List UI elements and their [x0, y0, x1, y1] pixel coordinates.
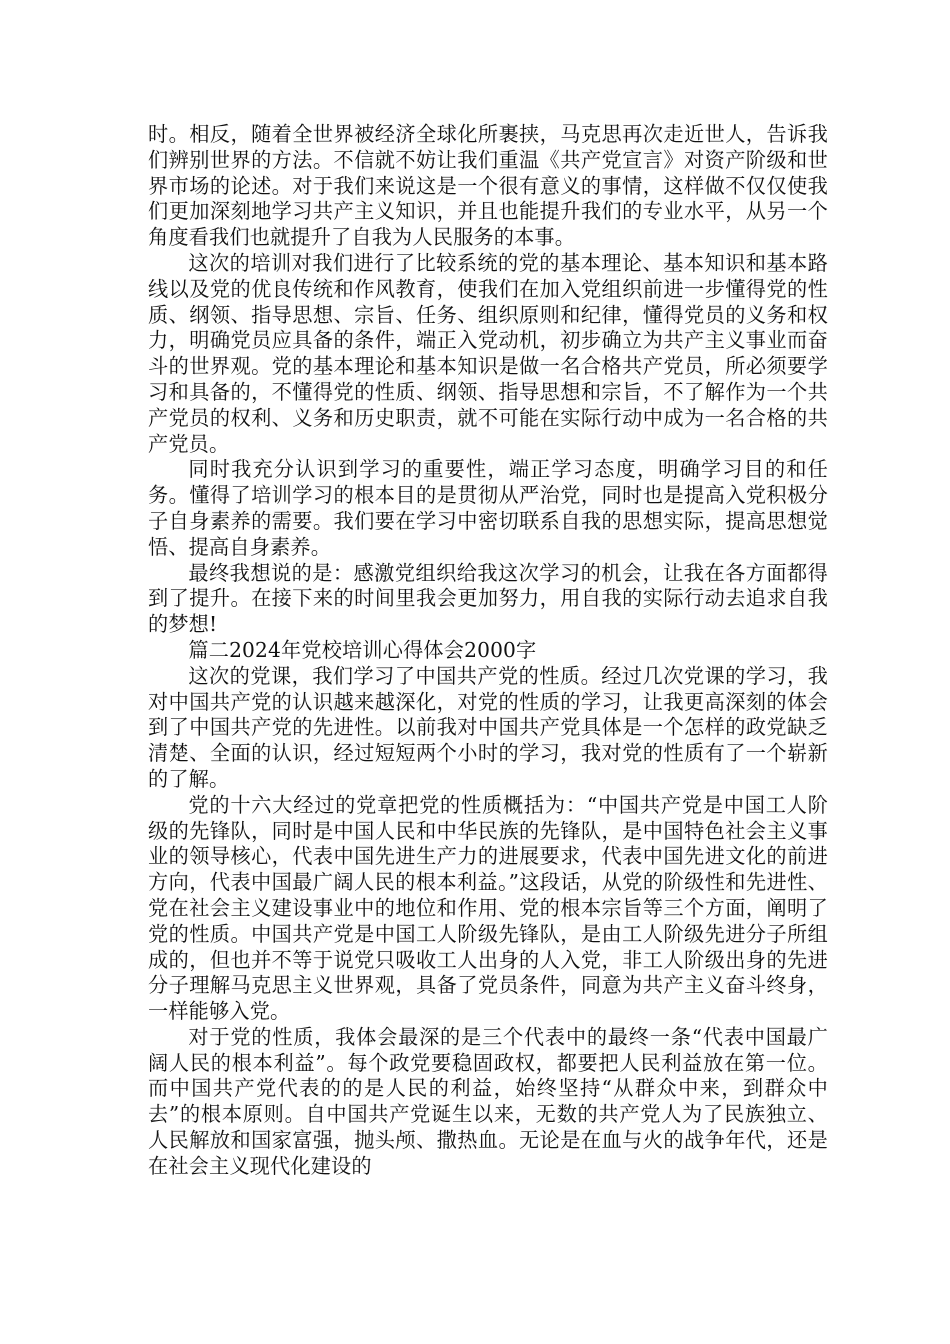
paragraph-6: 党的十六大经过的党章把党的性质概括为：“中国共产党是中国工人阶级的先锋队，同时是中国人民和中华民族的先锋队，是中国特色社会主义事业的领导核心，代表中国先进生产力的进展要求，代表中国先进文化的前进方向，代表中国最广阔人民的根本利益。”这段话，从党的阶级性和先进性、党在社会主义建设事业中的地位和作用、党的根本宗旨等三个方面，阐明了党的性质。中国共产党是中国工人阶级先锋队，是由工人阶级先进分子所组成的，但也并不等于说党只吸收工人出身的人入党，非工人阶级出身的先进分子理解马克思主义世界观，具备了党员条件，同意为共产主义奋斗终身，一样能够入党。 — [148, 792, 828, 1024]
paragraph-7: 对于党的性质，我体会最深的是三个代表中的最终一条“代表中国最广阔人民的根本利益”。每个政党要稳固政权，都要把人民利益放在第一位。而中国共产党代表的的是人民的利益，始终坚持“从群众中来，到群众中去”的根本原则。自中国共产党诞生以来，无数的共产党人为了民族独立、人民解放和国家富强，抛头颅、撒热血。无论是在血与火的战争年代，还是在社会主义现代化建设的 — [148, 1024, 828, 1178]
paragraph-4: 最终我想说的是：感激党组织给我这次学习的机会，让我在各方面都得到了提升。在接下来的时间里我会更加努力，用自我的实际行动去追求自我的梦想! — [148, 560, 828, 637]
paragraph-5: 这次的党课，我们学习了中国共产党的性质。经过几次党课的学习，我对中国共产党的认识越来越深化，对党的性质的学习，让我更高深刻的体会到了中国共产党的先进性。以前我对中国共产党具体是一个怎样的政党缺乏清楚、全面的认识，经过短短两个小时的学习，我对党的性质有了一个崭新的了解。 — [148, 663, 828, 791]
section-heading: 篇二2024年党校培训心得体会2000字 — [188, 637, 537, 662]
document-body — [148, 122, 828, 1180]
paragraph-3: 同时我充分认识到学习的重要性，端正学习态度，明确学习目的和任务。懂得了培训学习的根本目的是贯彻从严治党，同时也是提高入党积极分子自身素养的需要。我们要在学习中密切联系自我的思想实际，提高思想觉悟、提高自身素养。 — [148, 457, 828, 559]
paragraph-2: 这次的培训对我们进行了比较系统的党的基本理论、基本知识和基本路线以及党的优良传统和作风教育，使我们在加入党组织前进一步懂得党的性质、纲领、指导思想、宗旨、任务、组织原则和纪律，懂得党员的义务和权力，明确党员应具备的条件，端正入党动机，初步确立为共产主义事业而奋斗的世界观。党的基本理论和基本知识是做一名合格共产党员，所必须要学习和具备的，不懂得党的性质、纲领、指导思想和宗旨，不了解作为一个共产党员的权利、义务和历史职责，就不可能在实际行动中成为一名合格的共产党员。 — [148, 250, 828, 456]
paragraph-1: 时。相反，随着全世界被经济全球化所裹挟，马克思再次走近世人，告诉我们辨别世界的方法。不信就不妨让我们重温《共产党宣言》对资产阶级和世界市场的论述。对于我们来说这是一个很有意义的事情，这样做不仅仅使我们更加深刻地学习共产主义知识，并且也能提升我们的专业水平，从另一个角度看我们也就提升了自我为人民服务的本事。 — [148, 122, 828, 250]
